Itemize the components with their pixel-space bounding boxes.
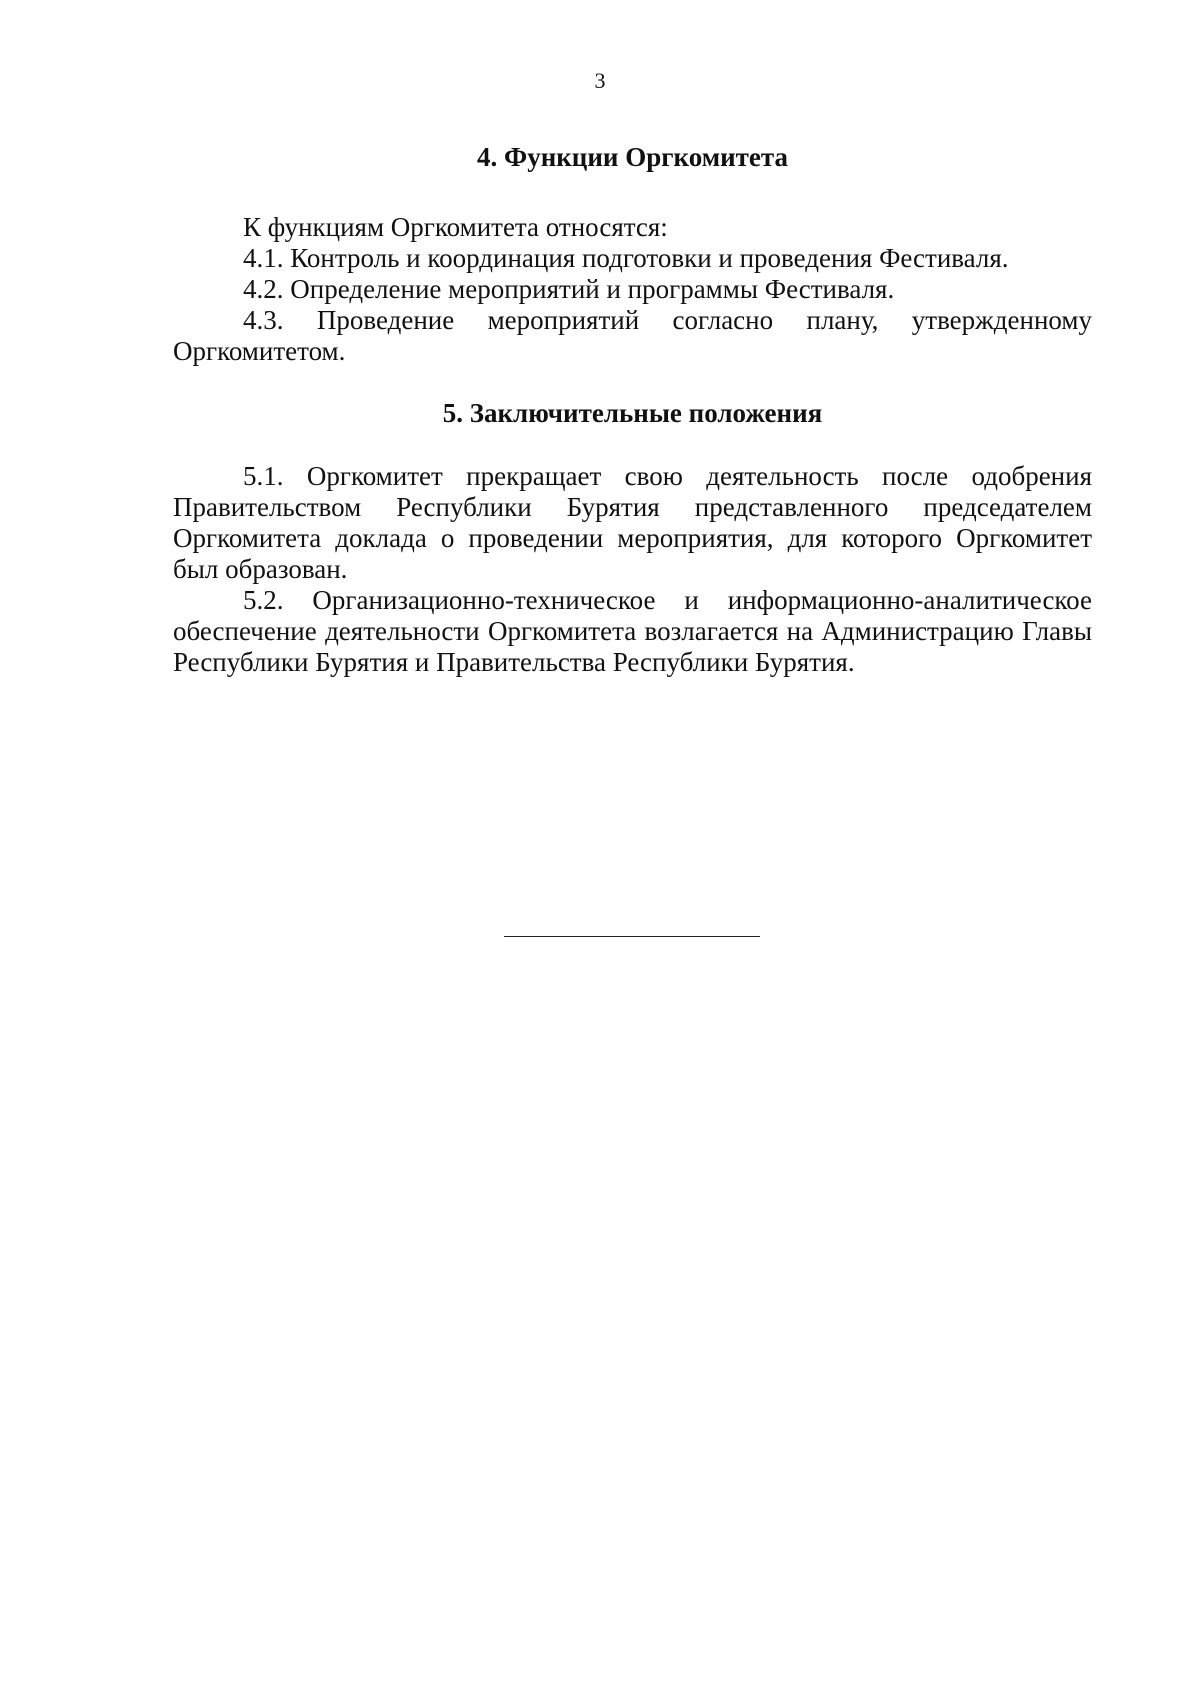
end-of-document-divider	[504, 936, 760, 937]
document-body	[173, 142, 1092, 678]
section-4-heading: 4. Функции Оргкомитета	[477, 142, 788, 172]
item-4-2: 4.2. Определение мероприятий и программы Фестиваля.	[243, 274, 895, 304]
item-5-2: 5.2. Организационно-техническое и информационно-аналитическое обеспечение деятельности Оргкомитета возлагается на Администрацию Главы Республики Бурятия и Правительства Республики Бурятия.	[173, 585, 1092, 677]
item-4-1: 4.1. Контроль и координация подготовки и проведения Фестиваля.	[243, 243, 1009, 273]
section-5-heading: 5. Заключительные положения	[442, 398, 823, 428]
page-number: 3	[594, 68, 606, 93]
item-5-1: 5.1. Оргкомитет прекращает свою деятельность после одобрения Правительством Республики Бурятия представленного председателем Оргкомитета доклада о проведении мероприятия, для которого Оргкомитет был образован.	[173, 461, 1092, 584]
item-4-3: 4.3. Проведение мероприятий согласно плану, утвержденному Оргкомитетом.	[173, 305, 1092, 366]
section-4-intro: К функциям Оргкомитета относятся:	[243, 212, 668, 242]
